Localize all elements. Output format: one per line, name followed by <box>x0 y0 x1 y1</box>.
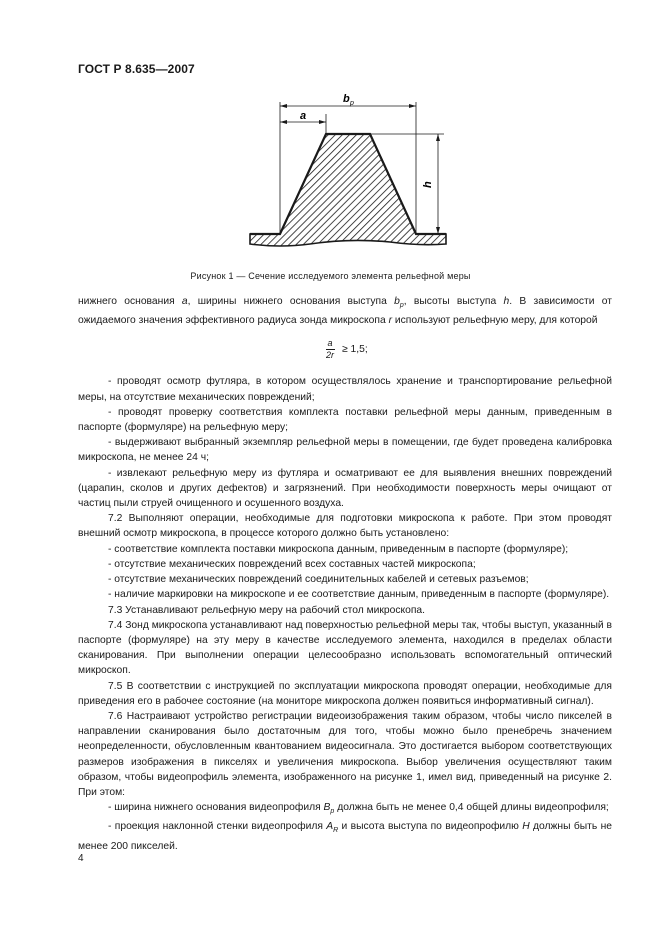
page-number: 4 <box>78 853 84 864</box>
list-item: - проводят проверку соответствия комплекта поставки рельефной меры данным, приведенным в паспорте (формуляре) на рельефную меру; <box>78 406 612 434</box>
list-item: - проводят осмотр футляра, в котором осуществлялось хранение и транспортирование рельефной меры, на отсутствие механических повреждений; <box>78 376 612 403</box>
formula-rhs: ≥ 1,5; <box>342 343 368 355</box>
list-item: - проекция наклонной стенки видеопрофиля $A_R$ и высота выступа по видеопрофилю H должны быть не менее 200 пикселей. <box>78 821 612 852</box>
formula-denominator: 2r <box>326 349 335 360</box>
list-item: - наличие маркировки на микроскопе и ее соответствие данным, приведенным в паспорте (формуляре). <box>108 589 610 601</box>
label-h: h <box>422 181 434 188</box>
formula-ratio <box>324 332 612 366</box>
label-bp-subscript: p <box>350 100 354 107</box>
figure-relief-cross-section <box>240 88 456 254</box>
paragraph-intro: нижнего основания a, ширины нижнего основания выступа $b_p$, высоты выступа h. В зависимости от ожидаемого значения эффективного радиуса зонда микроскопа r используют рельефную меру, для которой <box>78 296 612 327</box>
formula-numerator: a <box>327 337 333 348</box>
section-7-6: 7.6 Настраивают устройство регистрации видеоизображения таким образом, чтобы число пикселей в направлении сканирования было достаточным для того, чтобы можно было пренебречь значением неопределенности, обусловленным квантованием видеосигнала. Это достигается выбором соответствующих размеров изображения в пикселях и увеличения микроскопа. Выбор увеличения осуществляют таким образом, чтобы видеопрофиль элемента, изображенного на рисунке 1, имел вид, приведенный на рисунке 2. При этом: <box>78 710 612 798</box>
list-item: - ширина нижнего основания видеопрофиля $B_p$ должна быть не менее 0,4 общей длины видеопрофиля; <box>108 802 609 816</box>
trapezoid-diagram <box>240 88 456 254</box>
section-7-2: 7.2 Выполняют операции, необходимые для подготовки микроскопа к работе. При этом проводят внешний осмотр микроскопа, в процессе которого должно быть установлено: <box>78 513 612 540</box>
list-item: - выдерживают выбранный экземпляр рельефной меры в помещении, где будет проведена калибровка микроскопа, не менее 24 ч; <box>78 437 612 464</box>
label-bp: b <box>343 93 350 105</box>
document-body <box>78 294 612 854</box>
relief-profile <box>250 134 446 246</box>
figure-caption: Рисунок 1 — Сечение исследуемого элемента рельефной меры <box>190 271 471 281</box>
list-item: - отсутствие механических повреждений соединительных кабелей и сетевых разъемов; <box>108 574 529 586</box>
list-item: - соответствие комплекта поставки микроскопа данным, приведенным в паспорте (формуляре); <box>108 543 569 555</box>
label-a: a <box>300 110 307 122</box>
list-item: - отсутствие механических повреждений всех составных частей микроскопа; <box>108 558 476 570</box>
section-7-5: 7.5 В соответствии с инструкцией по эксплуатации микроскопа проводят операции, необходимые для приведения его в рабочее состояние (на мониторе микроскопа должен появиться информативный сигнал). <box>78 680 612 707</box>
section-7-3: 7.3 Устанавливают рельефную меру на рабочий стол микроскопа. <box>108 604 426 616</box>
list-item: - извлекают рельефную меру из футляра и осматривают ее для выявления внешних повреждений (царапин, сколов и других дефектов) и загрязнений. При необходимости поверхность меры очищают от частиц пыли струей очищенного и осушенного воздуха. <box>78 467 612 510</box>
section-7-4: 7.4 Зонд микроскопа устанавливают над поверхностью рельефной меры так, чтобы выступ, указанный в паспорте (формуляре) на эту меру в качестве исследуемого элемента, находился в пределах области сканирования. При выполнении операции целесообразно использовать вспомогательный оптический микроскоп. <box>78 619 612 677</box>
document-header: ГОСТ Р 8.635—2007 <box>78 62 195 76</box>
